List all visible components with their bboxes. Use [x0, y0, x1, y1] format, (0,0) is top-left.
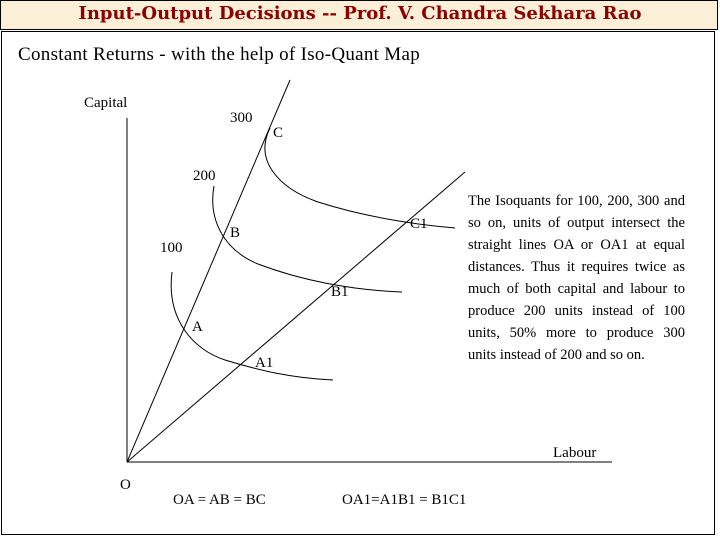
origin-label: O: [120, 477, 131, 493]
point-a1-label: A1: [255, 355, 274, 371]
isoquant-300: [265, 128, 455, 228]
header-title: Input-Output Decisions -- Prof. V. Chandra Sekhara Rao: [78, 3, 642, 24]
point-b1-label: B1: [331, 284, 349, 300]
labour-label: Labour: [553, 445, 597, 461]
isoquant-label-100: 100: [160, 240, 183, 256]
ray-oa: [127, 80, 290, 462]
equation-oa1: OA1=A1B1 = B1C1: [342, 492, 467, 508]
isoquant-label-200: 200: [193, 168, 216, 184]
isoquant-label-300: 300: [230, 110, 253, 126]
point-b-label: B: [230, 225, 241, 241]
point-c1-label: C1: [410, 216, 428, 232]
point-a-label: A: [192, 319, 203, 335]
explanation-text: The Isoquants for 100, 200, 300 and so on, units of output intersect the straight lines OA or OA1 at equal distances. Thus it requires twice as much of both capital and labour to produce 200 units instead of 100 units, 50% more to produce 300 units instead of 200 and so on.: [468, 193, 685, 363]
point-c-label: C: [273, 125, 284, 141]
capital-label: Capital: [84, 95, 128, 111]
slide-subtitle: Constant Returns - with the help of Iso-Quant Map: [18, 44, 421, 65]
equation-oa: OA = AB = BC: [173, 492, 266, 508]
isoquant-200: [213, 186, 402, 292]
